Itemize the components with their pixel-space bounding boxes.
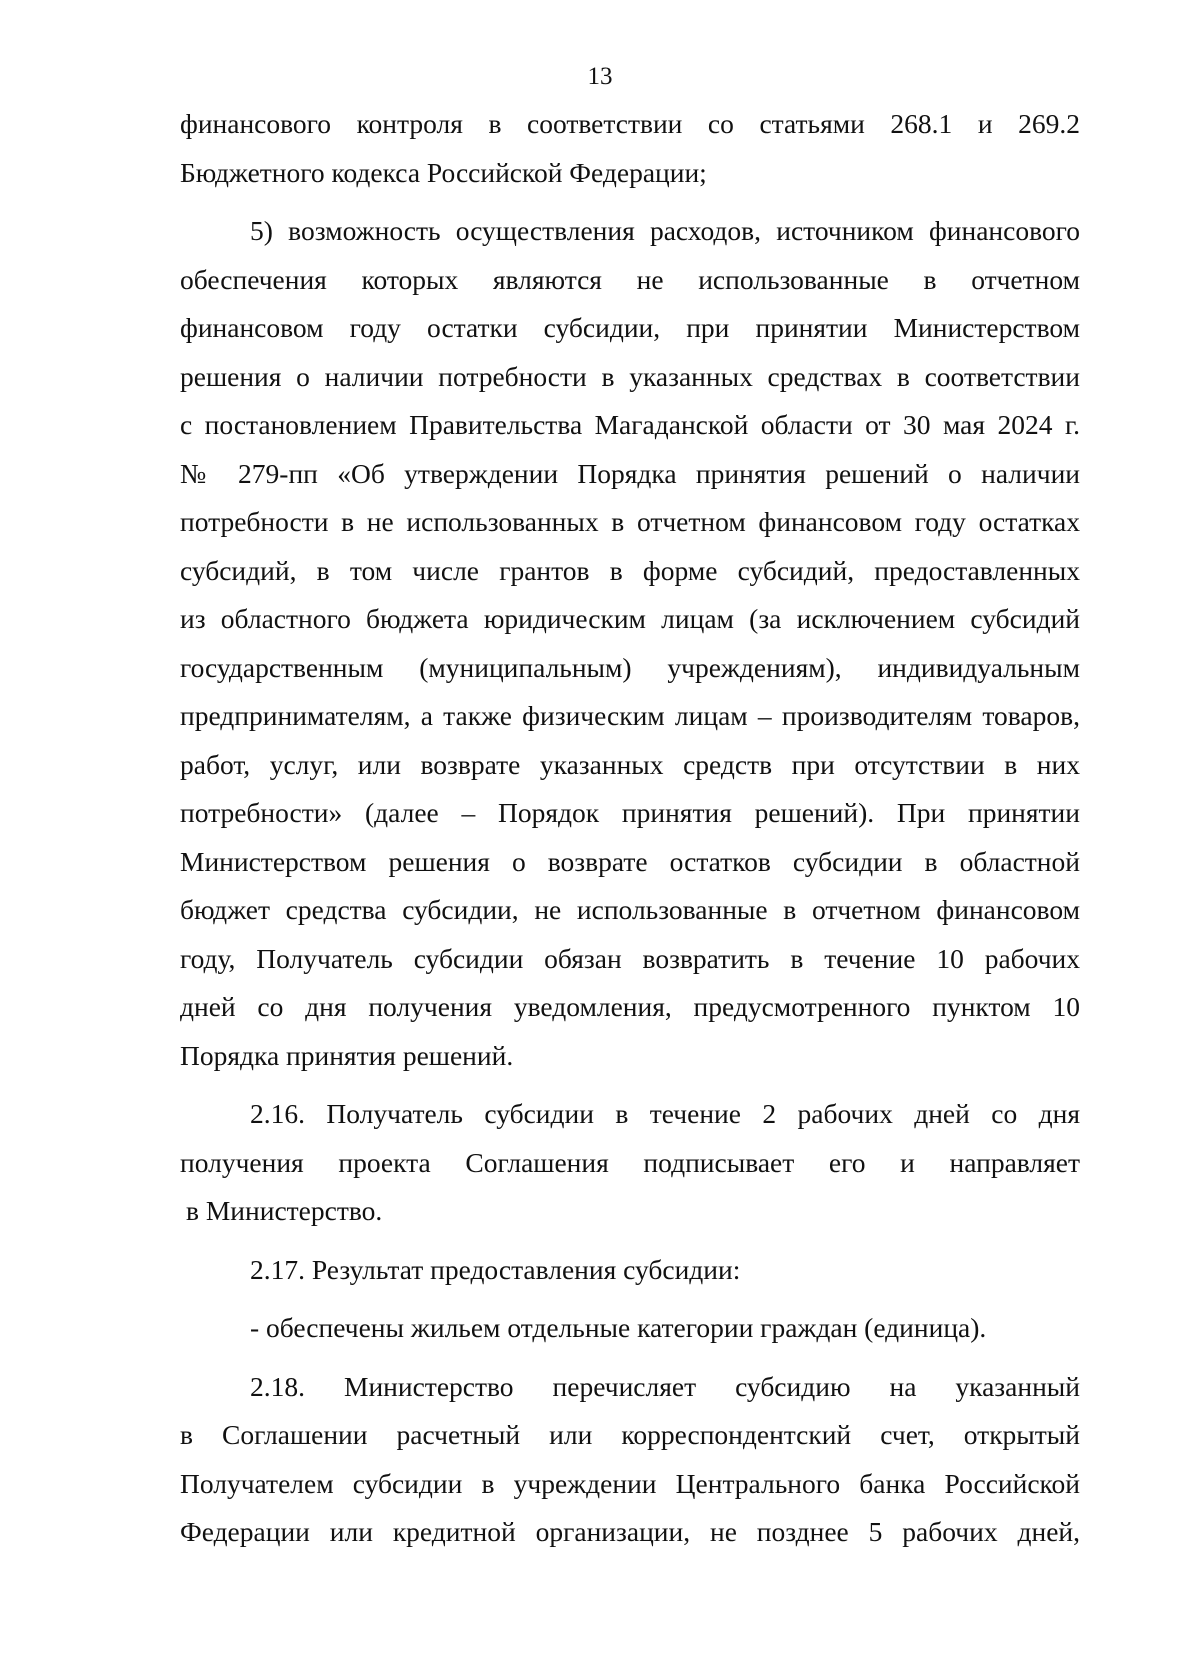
- text-line: 2.16. Получатель субсидии в течение 2 рабочих дней со дня: [250, 1098, 1080, 1129]
- text-line: государственным (муниципальным) учреждениям), индивидуальным: [180, 651, 1080, 683]
- text-line: субсидий, в том числе грантов в форме субсидий, предоставленных: [180, 554, 1080, 586]
- text-line: из областного бюджета юридическим лицам (за исключением субсидий: [180, 603, 1080, 634]
- text-line: Бюджетного кодекса Российской Федерации;: [180, 156, 707, 188]
- text-line: бюджет средства субсидии, не использованные в отчетном финансовом: [180, 894, 1080, 925]
- text-line: с постановлением Правительства Магаданской области от 30 мая 2024 г.: [180, 409, 1080, 440]
- page-number: 13: [587, 63, 613, 90]
- text-line: потребности в не использованных в отчетном финансовом году остатках: [180, 506, 1080, 537]
- text-line: в Соглашении расчетный или корреспондентский счет, открытый: [180, 1419, 1080, 1450]
- text-line: 5) возможность осуществления расходов, источником финансового: [250, 215, 1080, 246]
- text-line: получения проекта Соглашения подписывает его и направляет: [180, 1146, 1080, 1178]
- text-line: 2.17. Результат предоставления субсидии:: [250, 1253, 741, 1285]
- text-line: Порядка принятия решений.: [180, 1039, 514, 1071]
- text-line: году, Получатель субсидии обязан возвратить в течение 10 рабочих: [180, 942, 1080, 974]
- text-line: обеспечения которых являются не использованные в отчетном: [180, 263, 1080, 295]
- document-body: [180, 100, 1080, 1557]
- text-line: потребности» (далее – Порядок принятия решений). При принятии: [180, 797, 1080, 828]
- text-line: работ, услуг, или возврате указанных средств при отсутствии в них: [180, 748, 1080, 780]
- text-line: Получателем субсидии в учреждении Центрального банка Российской: [180, 1467, 1080, 1499]
- text-line: финансовом году остатки субсидии, при принятии Министерством: [180, 312, 1080, 343]
- text-line: в Министерство.: [186, 1195, 383, 1226]
- text-line: Федерации или кредитной организации, не позднее 5 рабочих дней,: [180, 1516, 1080, 1547]
- list-item: - обеспечены жильем отдельные категории граждан (единица).: [250, 1312, 987, 1343]
- text-line: финансового контроля в соответствии со статьями 268.1 и 269.2: [180, 108, 1080, 139]
- text-line: 2.18. Министерство перечисляет субсидию на указанный: [250, 1370, 1080, 1402]
- text-line: Министерством решения о возврате остатков субсидии в областной: [180, 845, 1080, 877]
- text-line: предпринимателям, а также физическим лицам – производителям товаров,: [180, 700, 1080, 731]
- text-line: № 279-пп «Об утверждении Порядка принятия решений о наличии: [180, 457, 1080, 489]
- text-line: дней со дня получения уведомления, предусмотренного пунктом 10: [180, 991, 1080, 1022]
- text-line: решения о наличии потребности в указанных средствах в соответствии: [180, 360, 1080, 392]
